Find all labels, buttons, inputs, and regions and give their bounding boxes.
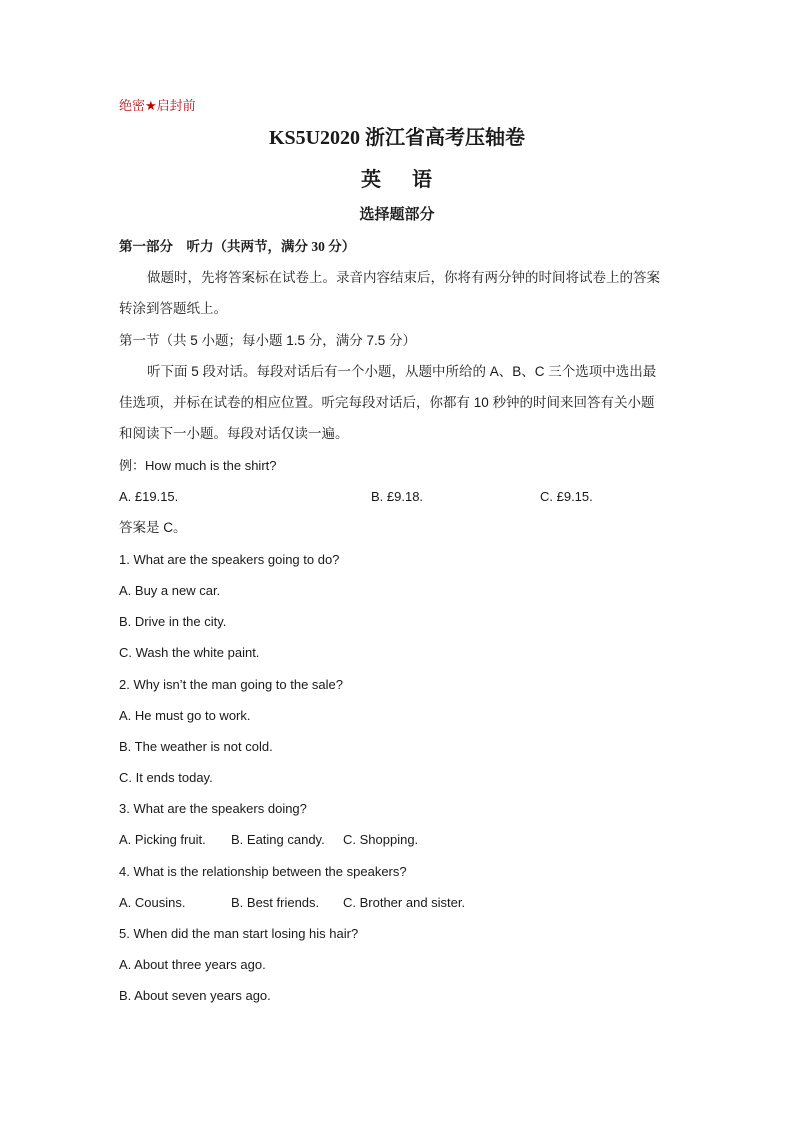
section1-instruction-line-2: 佳选项，并标在试卷的相应位置。听完每段对话后，你都有 10 秒钟的时间来回答有关小题 xyxy=(119,395,655,410)
question-1-option-a: A. Buy a new car. xyxy=(119,583,221,598)
part1-instruction-line-1 xyxy=(119,269,660,287)
confidential-mark xyxy=(119,97,196,115)
question-1: 1. What are the speakers going to do? xyxy=(119,552,340,567)
question-3: 3. What are the speakers doing? xyxy=(119,801,307,816)
question-1-option-b: B. Drive in the city. xyxy=(119,614,227,629)
question-2-option-c: C. It ends today. xyxy=(119,770,213,785)
section-title: 选择题部分 xyxy=(359,207,435,223)
section1-instruction-text-1: 听下面 5 段对话。每段对话后有一个小题，从题中所给的 A、B、C 三个选项中选出最 xyxy=(147,364,657,379)
question-4-option-b: B. Best friends. xyxy=(231,895,320,910)
section1-instruction-line-1 xyxy=(119,363,656,381)
example-answer: 答案是 C。 xyxy=(119,520,187,535)
confidential-prefix: 绝密 xyxy=(119,98,146,113)
example-option-c: C. £9.15. xyxy=(540,489,593,504)
question-4-option-c: C. Brother and sister. xyxy=(343,895,466,910)
star-icon: ★ xyxy=(145,98,157,113)
question-2: 2. Why isn’t the man going to the sale? xyxy=(119,677,344,692)
question-4: 4. What is the relationship between the speakers? xyxy=(119,864,407,879)
section1-instruction-line-3: 和阅读下一小题。每段对话仅读一遍。 xyxy=(119,426,349,441)
subject-char-2: 语 xyxy=(412,169,433,191)
question-3-option-c: C. Shopping. xyxy=(343,832,419,847)
question-3-option-a: A. Picking fruit. xyxy=(119,832,206,847)
question-5-option-a: A. About three years ago. xyxy=(119,957,266,972)
question-2-option-a: A. He must go to work. xyxy=(119,708,251,723)
subject-char-1: 英 xyxy=(361,169,382,191)
exam-title: KS5U2020 浙江省高考压轴卷 xyxy=(268,127,526,149)
example-question: 例：How much is the shirt? xyxy=(119,458,277,473)
question-3-option-b: B. Eating candy. xyxy=(231,832,325,847)
confidential-suffix: 启封前 xyxy=(156,98,196,113)
subject-title xyxy=(0,166,794,194)
question-2-option-b: B. The weather is not cold. xyxy=(119,739,273,754)
question-5: 5. When did the man start losing his hair? xyxy=(119,926,359,941)
part1-instruction-line-2: 转涂到答题纸上。 xyxy=(119,301,227,316)
section1-heading: 第一节（共 5 小题；每小题 1.5 分，满分 7.5 分） xyxy=(119,333,417,348)
part1-heading: 第一部分 听力（共两节，满分 30 分） xyxy=(119,239,356,254)
question-5-option-b: B. About seven years ago. xyxy=(119,988,271,1003)
question-1-option-c: C. Wash the white paint. xyxy=(119,645,260,660)
example-option-a: A. £19.15. xyxy=(119,489,179,504)
question-4-option-a: A. Cousins. xyxy=(119,895,186,910)
part1-instruction-text-1: 做题时，先将答案标在试卷上。录音内容结束后，你将有两分钟的时间将试卷上的答案 xyxy=(147,270,660,285)
example-option-b: B. £9.18. xyxy=(371,489,424,504)
